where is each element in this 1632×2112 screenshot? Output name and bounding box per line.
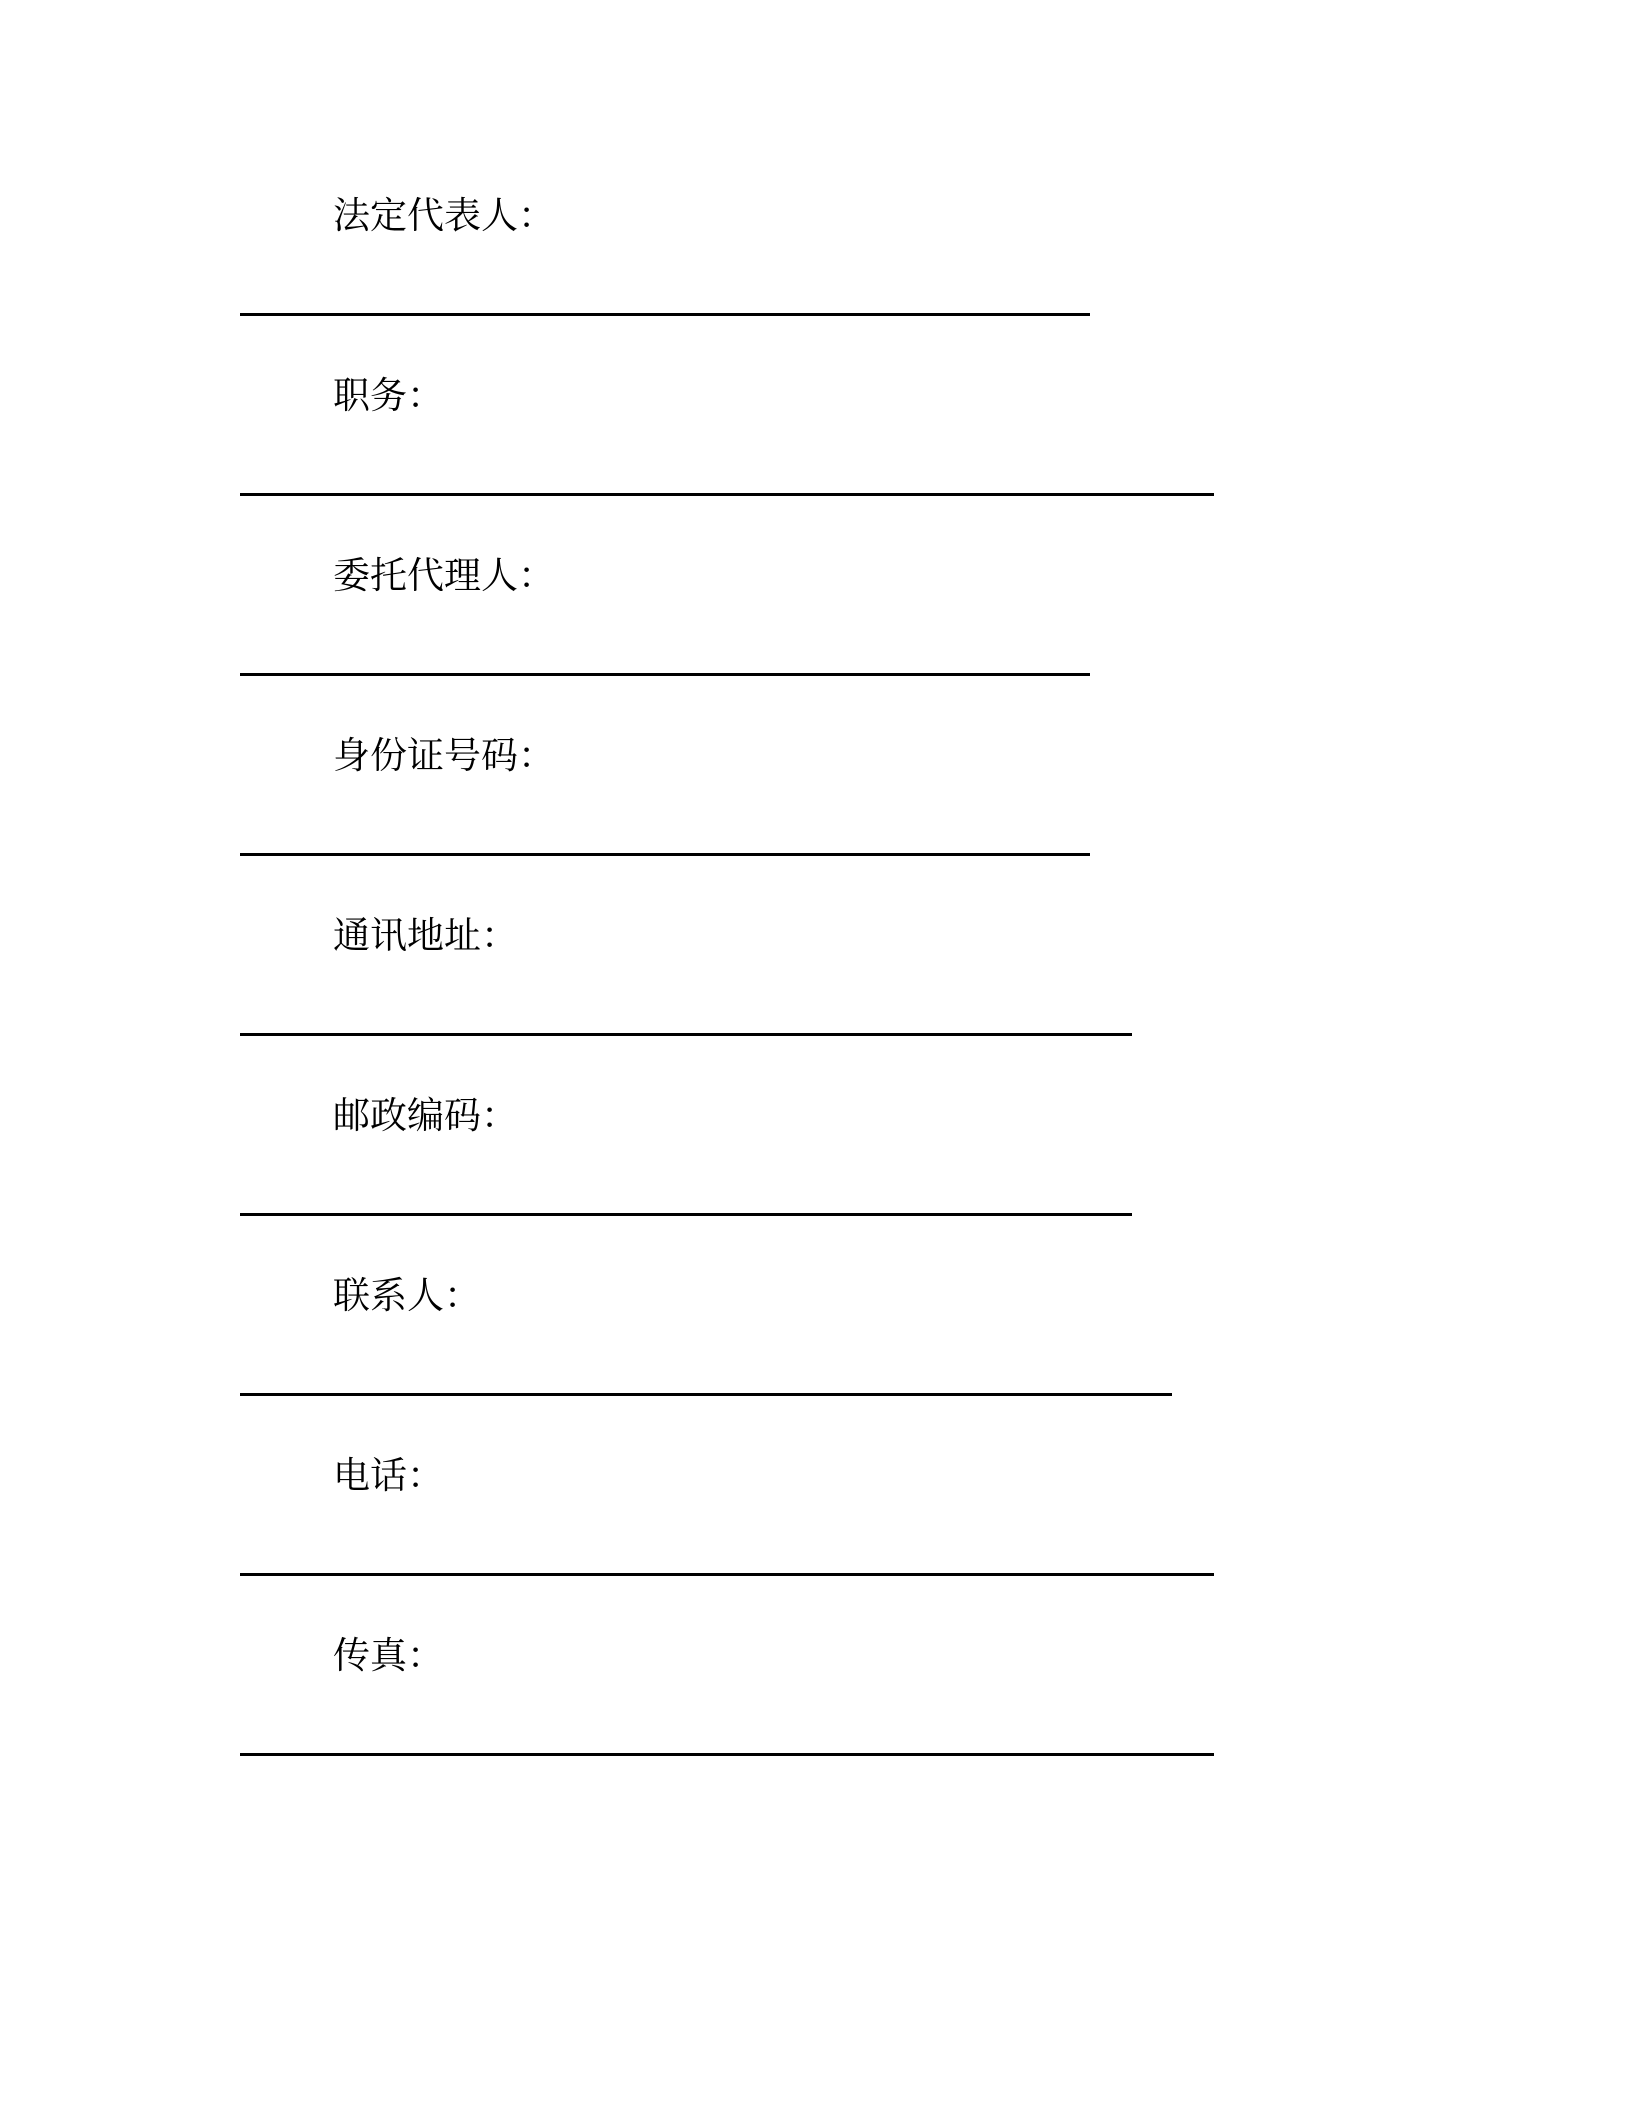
fax-blank-line [240,1753,1214,1756]
mailing-address-blank-line [240,1033,1132,1036]
fax-label: 传真： [333,1634,444,1677]
legal-representative-label: 法定代表人： [333,194,555,237]
contact-person-blank-line [240,1393,1172,1396]
mailing-address-label: 通讯地址： [333,914,518,957]
id-number-blank-line [240,853,1090,856]
contact-person-label: 联系人： [333,1274,481,1317]
position-label: 职务： [333,374,444,417]
position-blank-line [240,493,1214,496]
id-number-label: 身份证号码： [333,734,555,777]
legal-representative-blank-line [240,313,1090,316]
authorized-agent-label: 委托代理人： [333,554,555,597]
postal-code-label: 邮政编码： [333,1094,518,1137]
phone-blank-line [240,1573,1214,1576]
phone-label: 电话： [333,1454,444,1497]
postal-code-blank-line [240,1213,1132,1216]
authorized-agent-blank-line [240,673,1090,676]
